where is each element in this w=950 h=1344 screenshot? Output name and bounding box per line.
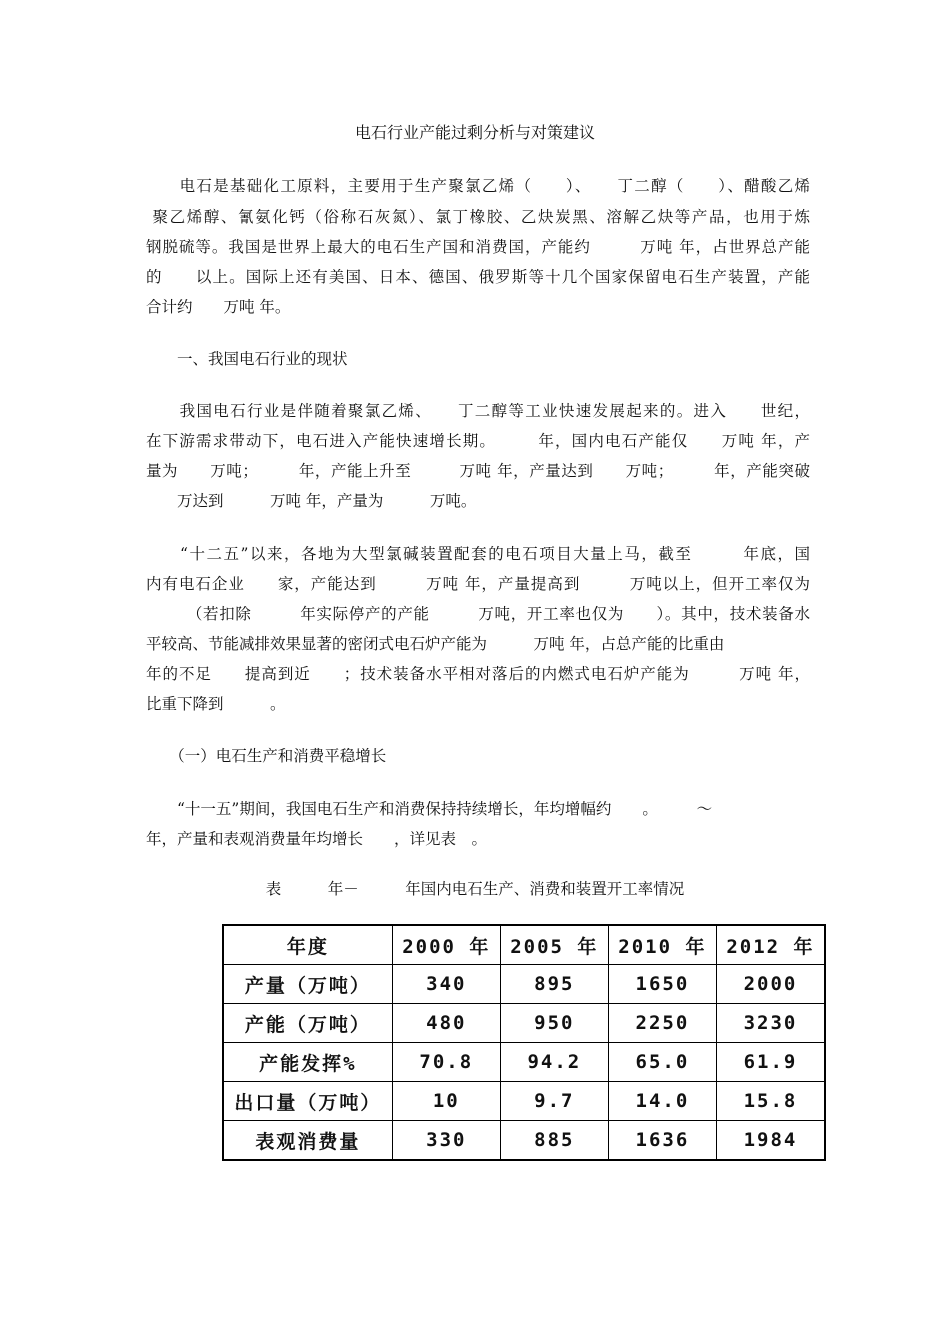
table-row-label: 产能（万吨） <box>223 1004 392 1043</box>
para4-line-2: 年，产量和表观消费量年均增长 ，详见表 。 <box>146 830 488 848</box>
table-cell: 2000 <box>716 965 825 1004</box>
table-cell: 10 <box>392 1082 500 1121</box>
table-cell: 9.7 <box>500 1082 608 1121</box>
table-cell: 885 <box>500 1121 608 1161</box>
para2-line-3: 量为 万吨； 年，产能上升至 万吨 年，产量达到 万吨； 年，产能突破 <box>146 462 810 480</box>
table-cell: 15.8 <box>716 1082 825 1121</box>
intro-line-5: 合计约 万吨 年。 <box>146 298 291 316</box>
table-header-cell: 2000 年 <box>392 925 500 965</box>
para3-line-5: 年的不足 提高到近 ；技术装备水平相对落后的内燃式电石炉产能为 万吨 年， <box>146 665 810 683</box>
para2-line-1: 我国电石行业是伴随着聚氯乙烯、 丁二醇等工业快速发展起来的。进入 世纪， <box>146 402 810 420</box>
table-header-row <box>223 925 825 965</box>
table-cell: 3230 <box>716 1004 825 1043</box>
table-header-cell: 2010 年 <box>608 925 716 965</box>
table-row-label: 出口量（万吨） <box>223 1082 392 1121</box>
para4-line-1: “十一五”期间，我国电石生产和消费保持持续增长，年均增幅约 。 ～ <box>146 800 713 818</box>
table-cell: 70.8 <box>392 1043 500 1082</box>
para2-line-2: 在下游需求带动下，电石进入产能快速增长期。 年，国内电石产能仅 万吨 年，产 <box>146 432 810 450</box>
para3-line-3: （若扣除 年实际停产的产能 万吨，开工率也仅为 ）。其中，技术装备水 <box>146 605 810 623</box>
table-cell: 1650 <box>608 965 716 1004</box>
table-row-label: 产能发挥% <box>223 1043 392 1082</box>
section-heading-1: 一、我国电石行业的现状 <box>146 350 348 368</box>
intro-line-2: 聚乙烯醇、氰氨化钙（俗称石灰氮）、氯丁橡胶、乙炔炭黑、溶解乙炔等产品，也用于炼 <box>146 208 810 226</box>
table-row <box>223 965 825 1004</box>
table-caption: 表 年－ 年国内电石生产、消费和装置开工率情况 <box>265 880 685 898</box>
table-row <box>223 1004 825 1043</box>
document-title: 电石行业产能过剩分析与对策建议 <box>354 123 595 142</box>
table-cell: 895 <box>500 965 608 1004</box>
table-header-cell: 2005 年 <box>500 925 608 965</box>
subsection-heading-1: （一）电石生产和消费平稳增长 <box>146 747 387 765</box>
table-cell: 1636 <box>608 1121 716 1161</box>
table-row <box>223 1082 825 1121</box>
table-cell: 480 <box>392 1004 500 1043</box>
intro-line-3: 钢脱硫等。我国是世界上最大的电石生产国和消费国，产能约 万吨 年，占世界总产能 <box>146 238 810 256</box>
table-cell: 340 <box>392 965 500 1004</box>
table-cell: 1984 <box>716 1121 825 1161</box>
para2-line-4: 万达到 万吨 年，产量为 万吨。 <box>146 492 477 510</box>
table-header-cell: 2012 年 <box>716 925 825 965</box>
para3-line-2: 内有电石企业 家，产能达到 万吨 年，产量提高到 万吨以上，但开工率仅为 <box>146 575 810 593</box>
table-cell: 330 <box>392 1121 500 1161</box>
table-row <box>223 1121 825 1161</box>
para3-line-1: “十二五”以来，各地为大型氯碱装置配套的电石项目大量上马，截至 年底，国 <box>146 545 810 563</box>
data-table <box>222 924 826 1161</box>
table-cell: 14.0 <box>608 1082 716 1121</box>
table-cell: 65.0 <box>608 1043 716 1082</box>
table-row-label: 表观消费量 <box>223 1121 392 1161</box>
table-cell: 950 <box>500 1004 608 1043</box>
intro-line-1: 电石是基础化工原料，主要用于生产聚氯乙烯（ ）、 丁二醇（ ）、醋酸乙烯 <box>146 177 810 195</box>
para3-line-4: 平较高、节能减排效果显著的密闭式电石炉产能为 万吨 年，占总产能的比重由 <box>146 635 725 653</box>
intro-line-4: 的 以上。国际上还有美国、日本、德国、俄罗斯等十几个国家保留电石生产装置，产能 <box>146 268 810 286</box>
table-cell: 2250 <box>608 1004 716 1043</box>
table-header-cell: 年度 <box>223 925 392 965</box>
para3-line-6: 比重下降到 。 <box>146 695 286 713</box>
table-cell: 61.9 <box>716 1043 825 1082</box>
table-row-label: 产量（万吨） <box>223 965 392 1004</box>
table-row <box>223 1043 825 1082</box>
table-cell: 94.2 <box>500 1043 608 1082</box>
